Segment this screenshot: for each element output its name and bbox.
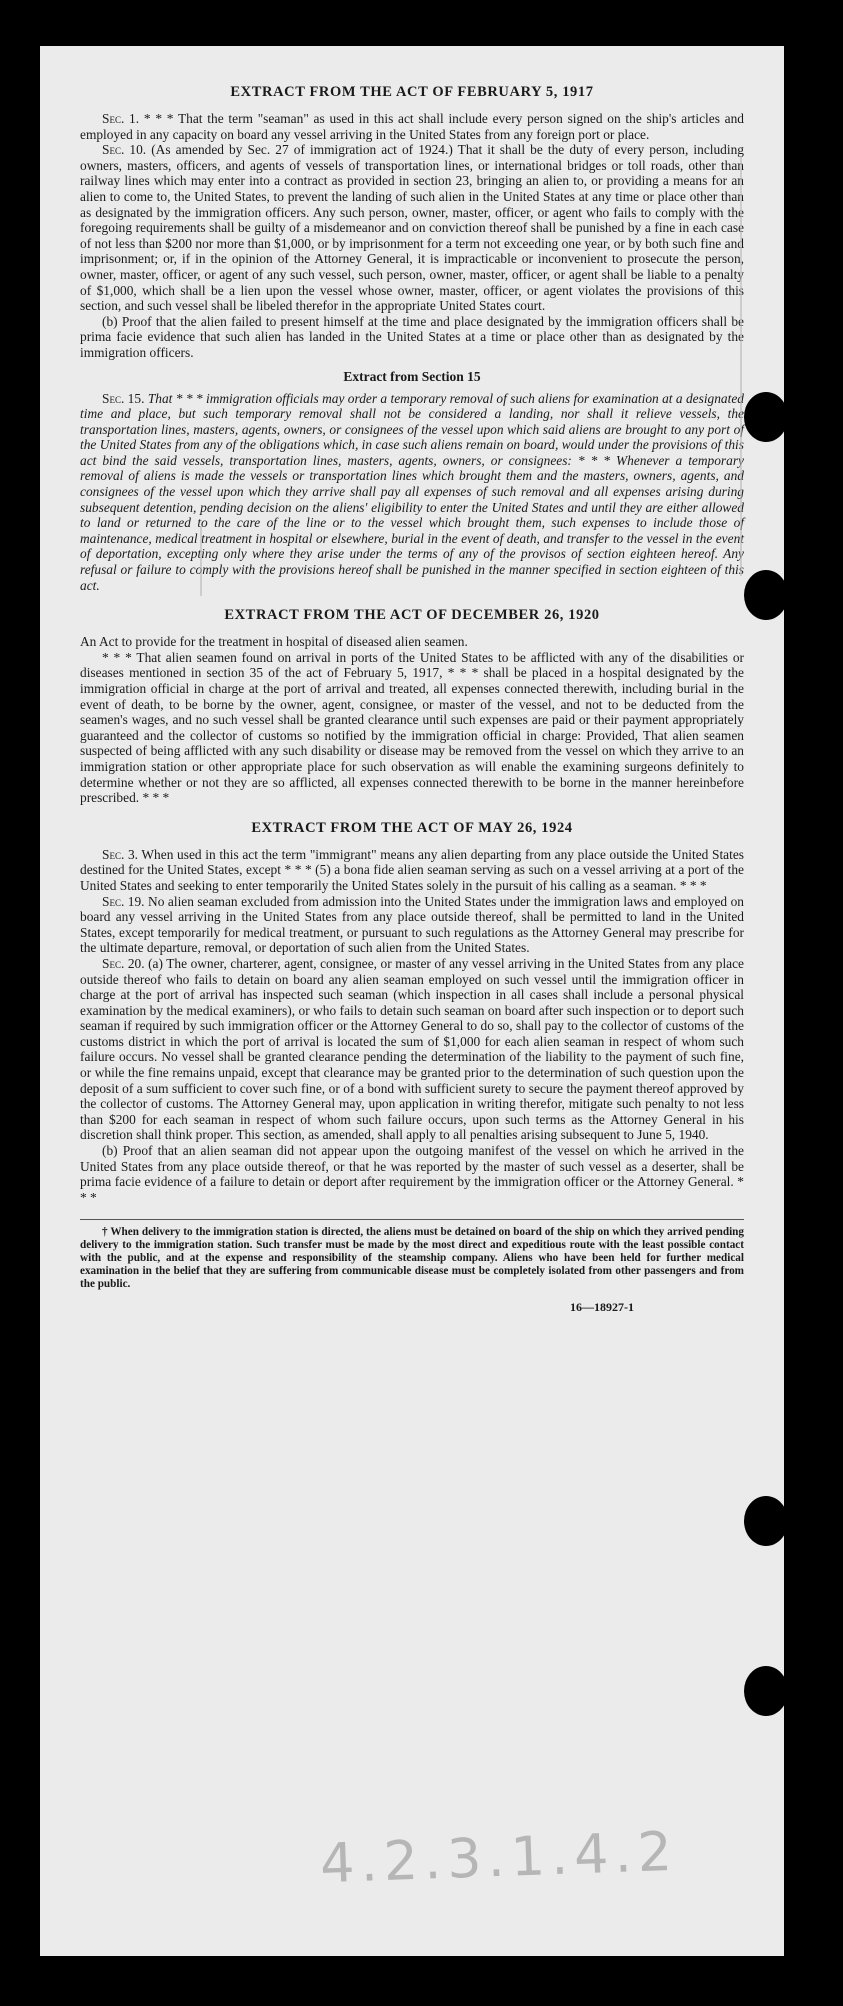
footnote — [80, 1219, 744, 1290]
paragraph — [80, 1143, 744, 1205]
pencil-mark — [740, 156, 742, 576]
section-subheading: Extract from Section 15 — [343, 368, 481, 384]
paragraph-text: (As amended by Sec. 27 of immigration act of 1924.) That it shall be the duty of every person, including owners, masters, officers, and agents of vessels of transportation lines, or international bridges or toll roads, other than railway lines which may enter into a contract as provided in section 23, bringing an alien to, or providing a means for an alien to come to, the United States, to prevent the landing of such alien in the United States at any time or place other than as designated by the immigration officers. Any such person, owner, master, officer, or agent who fails to comply with the foregoing requirements shall be guilty of a misdemeanor and on conviction thereof shall be punished by a fine in each case of not less than $200 nor more than $1,000, or by imprisonment for a term not exceeding one year, or by both such fine and imprisonment; or, if in the opinion of the Attorney General, it is impracticable or inconvenient to prosecute the person, owner, master, officer, or agent of any such vessel, such person, owner, master, officer, or agent shall be liable to a penalty of $1,000, which shall be a lien upon the vessel whose owner, master, officer, or agent violates the provisions of this section, and such vessel shall be libeled therefor in the appropriate United States court. — [80, 142, 744, 314]
section-heading: EXTRACT FROM THE ACT OF MAY 26, 1924 — [251, 819, 573, 836]
paragraph-text: (b) Proof that the alien failed to present himself at the time and place designated by the immigration officers shall be prima facie evidence that such alien has landed in the United States at a time or place other than as designated by the immigration officers. — [80, 313, 744, 360]
paragraph — [80, 847, 744, 894]
section-heading: EXTRACT FROM THE ACT OF DECEMBER 26, 1920 — [224, 607, 600, 624]
paragraph-text: (b) Proof that an alien seaman did not appear upon the outgoing manifest of the vessel on which he arrived in the United States from any place outside thereof, or that he was reported by the master of such vessel as a deserter, shall be prima facie evidence of a failure to detain or deport after requirement by the immigration officer or the Attorney General. * * * — [80, 1143, 744, 1205]
paragraph — [80, 956, 744, 1143]
section-label: Sec. 1. — [102, 111, 140, 126]
paragraph-text: An Act to provide for the treatment in hospital of diseased alien seamen. — [80, 634, 468, 650]
paragraph — [80, 650, 744, 806]
paragraph — [80, 314, 744, 361]
paragraph — [80, 391, 744, 594]
paragraph-text: * * * That alien seamen found on arrival in ports of the United States to be afflicted with any of the disabilities or diseases mentioned in section 35 of the act of February 5, 1917, * * * shall be placed in a hospital designated by the immigration official in charge at the port of arrival and treated, all expenses connected therewith, including burial in the event of death, to be borne by the owner, agent, consignee, or master of the vessel, and not to be deducted from the seamen's wages, and no such vessel shall be granted clearance until such expenses are paid or their payment appropriately guaranteed and the collector of customs so notified by the immigration official in charge: Provided, That alien seamen suspected of being afflicted with any such disability or disease may be removed from the vessel on which they arrive to an immigration station or other appropriate place for such observation as will enable the examining surgeons definitely to determine whether or not they are so afflicted, all expenses connected therewith to be borne in the manner hereinbefore prescribed. * * * — [80, 649, 744, 806]
section-label: Sec. 10. — [102, 142, 147, 158]
pencil-mark — [200, 526, 202, 596]
section-label: Sec. 19. — [102, 893, 145, 909]
paragraph-text: (a) The owner, charterer, agent, consignee, or master of any vessel arriving in the United States from any place outside thereof who fails to detain on board any alien seaman employed on such vessel until the immigration officer in charge at the port of arrival has inspected such seaman (which inspection in all cases shall include a personal physical examination by the medical examiners), or who fails to detain such seaman on board after such inspection or to deport such seaman if required by such immigration officer or the Attorney General to do so, shall pay to the collector of customs of the customs district in which the port of arrival is located the sum of $1,000 for each alien seaman in respect of whom such failure occurs. No vessel shall be granted clearance pending the determination of the liability to the payment of such fine, or while the fine remains unpaid, except that clearance may be granted prior to the determination of such question upon the deposit of a sum sufficient to cover such fine, or of a bond with sufficient surety to secure the payment thereof approved by the collector of customs. The Attorney General may, upon application in writing therefor, mitigate such penalty to not less than $200 for each seaman in respect of whom such failure occurs, upon such terms as the Attorney General in his discretion shall think proper. This section, as amended, shall apply to all penalties arising subsequent to June 5, 1940. — [80, 955, 744, 1143]
paragraph-text: That * * * immigration officials may order a temporary removal of such aliens for examination at a designated time and place, but such temporary removal shall not be considered a landing, nor shall it relieve vessels, the transportation lines, masters, agents, owners, or consignees of the vessel upon which said aliens are brought to any port of the United States from any of the obligations which, in case such aliens remain on board, would under the provisions of this act bind the said vessels, transportation lines, masters, agents, owners, or consignees: * * * Whenever a temporary removal of aliens is made the vessels or transportation lines which brought them and the masters, owners, agents, and consignees of the vessel upon which they arrive shall pay all expenses of such removal and all expenses arising during subsequent detention, pending decision on the aliens' eligibility to enter the United States and until they are either allowed to land or returned to the care of the line or to the vessel which brought them, such expenses to include those of maintenance, medical treatment in hospital or elsewhere, burial in the event of death, and transfer to the vessel in the event of deportation, excepting only where they arise under the terms of any of the provisos of section eighteen hereof. Any refusal or failure to comply with the provisions hereof shall be punished in the manner specified in section eighteen of this act. — [80, 390, 744, 593]
paragraph-text: * * * That the term "seaman" as used in this act shall include every person signed on the ship's articles and employed in any capacity on board any vessel arriving in the United States from any foreign port or place. — [80, 111, 745, 142]
paragraph-text: No alien seaman excluded from admission into the United States under the immigration laws and employed on board any vessel arriving in the United States from any place outside thereof, shall be permitted to land in the United States, except temporarily for medical treatment, or pursuant to such regulations as the Attorney General may prescribe for the ultimate departure, removal, or deportation of such alien from the United States. — [80, 893, 744, 956]
paragraph — [80, 142, 744, 314]
section-label: Sec. 15. — [102, 390, 145, 406]
document-body — [80, 84, 744, 1205]
punch-hole — [744, 570, 784, 620]
punch-hole — [744, 392, 784, 442]
form-number: 16—18927-1 — [570, 1300, 634, 1315]
punch-hole — [744, 1496, 784, 1546]
section-heading: EXTRACT FROM THE ACT OF FEBRUARY 5, 1917 — [230, 84, 594, 100]
paragraph — [80, 894, 744, 956]
paragraph — [80, 111, 744, 142]
section-label: Sec. 20. — [102, 955, 145, 971]
paragraph-text: When used in this act the term "immigrant" means any alien departing from any place outside the United States destined for the United States, except * * * (5) a bona fide alien seaman serving as such on a vessel arriving at a port of the United States and seeking to enter temporarily the United States solely in the pursuit of his calling as a seaman. * * * — [80, 846, 744, 893]
punch-hole — [744, 1666, 784, 1716]
document-page — [40, 46, 784, 1956]
section-label: Sec. 3. — [102, 846, 138, 862]
paragraph — [80, 634, 744, 650]
handwritten-note: 4.2.3.1.4.2 — [319, 1819, 679, 1896]
footnote-text: † When delivery to the immigration station is directed, the aliens must be detained on board of the ship on which they arrived pending delivery to the immigration station. Such transfer must be made by the most direct and expeditious route with the least possible contact with the public, and at the expense and responsibility of the steamship company. Aliens who have been held for further medical examination in the belief that they are suffering from communicable disease must be completely isolated from other passengers and from the public. — [80, 1226, 744, 1290]
